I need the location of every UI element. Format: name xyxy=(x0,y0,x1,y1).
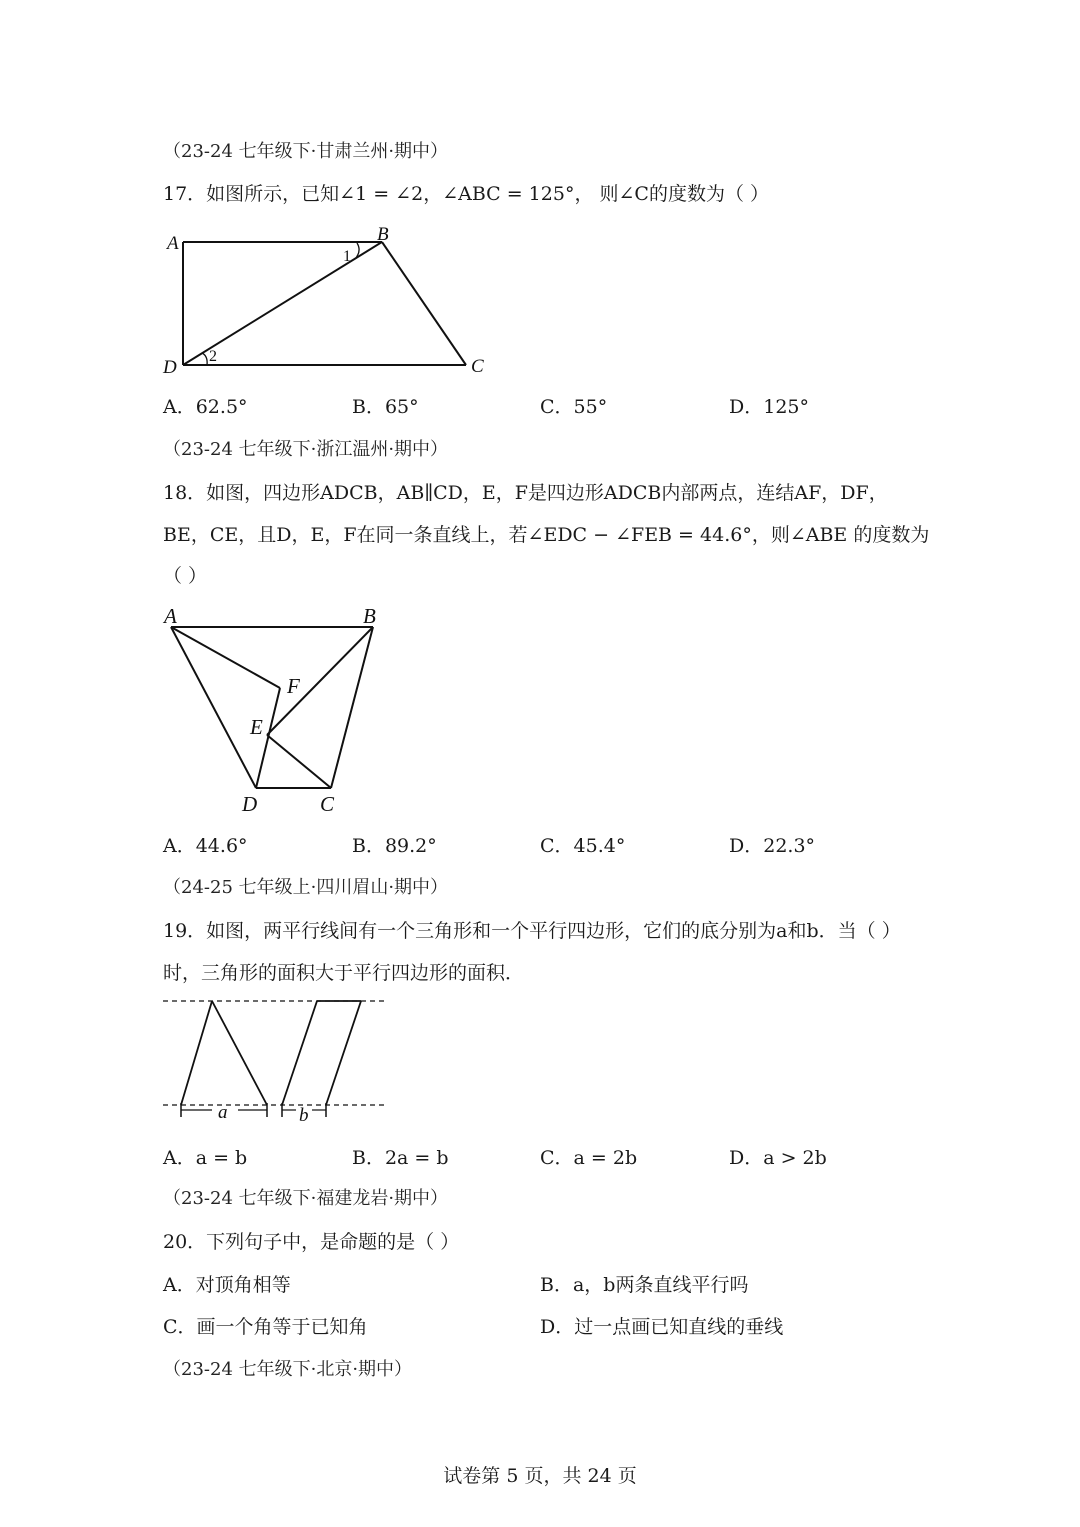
q17-arc-2 xyxy=(202,353,207,365)
q19-option-c[interactable]: C．a = 2b xyxy=(540,1147,638,1169)
q20-source: （23-24 七年级下·福建龙岩·期中） xyxy=(163,1188,449,1209)
q18-seg-CE xyxy=(267,735,331,788)
q18-label-C: C xyxy=(320,792,335,816)
q17-option-a[interactable]: A．62.5° xyxy=(163,396,248,418)
q19-para-right xyxy=(326,1001,361,1105)
q18-label-E: E xyxy=(250,715,263,739)
q18-option-d[interactable]: D．22.3° xyxy=(729,835,816,857)
q18-stem-line1: 18．如图，四边形ADCB，AB∥CD，E，F是四边形ADCB内部两点，连结AF，DF， xyxy=(163,482,888,504)
q17-label-B: B xyxy=(377,224,389,245)
q20-stem: 20．下列句子中，是命题的是（ ） xyxy=(163,1231,460,1253)
q17-option-d[interactable]: D．125° xyxy=(729,396,809,418)
q17-option-c[interactable]: C．55° xyxy=(540,396,608,418)
q18-option-b[interactable]: B．89.2° xyxy=(352,835,437,857)
q19-option-a[interactable]: A．a = b xyxy=(163,1147,248,1169)
q18-label-D: D xyxy=(242,792,258,816)
q17-label-D: D xyxy=(163,357,177,378)
q18-seg-BC xyxy=(331,627,373,788)
q17-stem: 17．如图所示，已知∠1 = ∠2，∠ABC = 125°， 则∠C的度数为（ ） xyxy=(163,183,769,205)
q17-label-A: A xyxy=(167,233,179,254)
q20-option-c[interactable]: C．画一个角等于已知角 xyxy=(163,1316,368,1338)
q18-label-A: A xyxy=(164,604,177,628)
q18-option-a[interactable]: A．44.6° xyxy=(163,835,248,857)
q18-option-c[interactable]: C．45.4° xyxy=(540,835,626,857)
q19-label-b: b xyxy=(299,1105,309,1126)
q19-triangle-left xyxy=(181,1001,212,1105)
q18-figure xyxy=(150,600,410,820)
q18-stem-line2: BE，CE，且D，E，F在同一条直线上，若∠EDC − ∠FEB = 44.6°，则∠ABE 的度数为 xyxy=(163,524,930,546)
q19-figure xyxy=(150,990,410,1130)
q20-option-a[interactable]: A．对顶角相等 xyxy=(163,1274,291,1296)
q19-stem-line2: 时，三角形的面积大于平行四边形的面积． xyxy=(163,962,525,984)
q18-stem-line3: （ ） xyxy=(163,565,208,587)
q17-source: （23-24 七年级下·甘肃兰州·期中） xyxy=(163,141,449,162)
q18-seg-BE xyxy=(267,627,373,735)
q19-option-d[interactable]: D．a > 2b xyxy=(729,1147,827,1169)
q17-label-C: C xyxy=(471,356,484,377)
q20-option-b[interactable]: B．a，b两条直线平行吗 xyxy=(540,1274,749,1296)
q19-source: （24-25 七年级上·四川眉山·期中） xyxy=(163,877,449,898)
q20-option-d[interactable]: D．过一点画已知直线的垂线 xyxy=(540,1316,784,1338)
q17-option-b[interactable]: B．65° xyxy=(352,396,419,418)
q17-seg-BD xyxy=(183,242,382,365)
q17-seg-BC xyxy=(382,242,466,365)
q17-label-2: 2 xyxy=(209,348,217,365)
next-question-source: （23-24 七年级下·北京·期中） xyxy=(163,1359,413,1380)
q19-para-left xyxy=(282,1001,317,1105)
q17-label-1: 1 xyxy=(343,248,351,265)
q18-label-F: F xyxy=(287,674,300,698)
q19-triangle-right xyxy=(212,1001,267,1105)
q19-option-b[interactable]: B．2a = b xyxy=(352,1147,449,1169)
q18-source: （23-24 七年级下·浙江温州·期中） xyxy=(163,439,449,460)
page-footer: 试卷第 5 页，共 24 页 xyxy=(443,1465,637,1487)
q18-label-B: B xyxy=(363,604,376,628)
q19-label-a: a xyxy=(218,1102,228,1123)
q19-stem-line1: 19．如图，两平行线间有一个三角形和一个平行四边形，它们的底分别为a和b．当（ ） xyxy=(163,920,901,942)
q17-figure xyxy=(150,222,510,382)
